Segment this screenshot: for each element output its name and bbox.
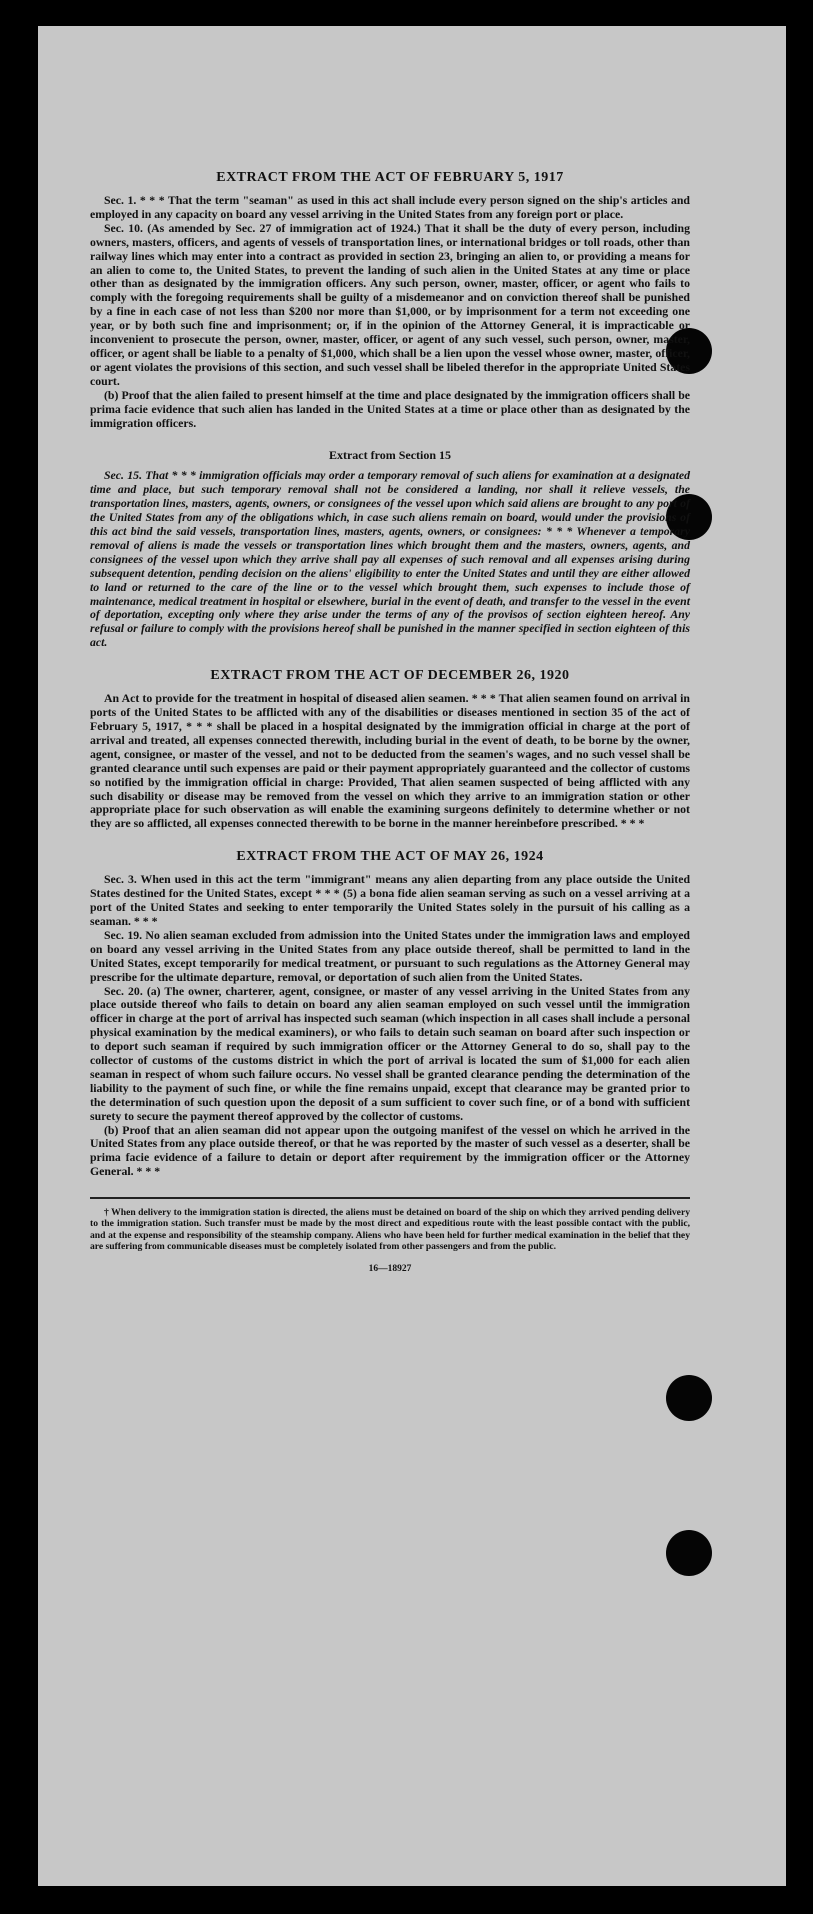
paragraph-sec-10b: (b) Proof that the alien failed to present himself at the time and place designated by the immigration officers shall be prima facie evidence that such alien has landed in the United States at a time or place other than as designated by the immigration officers. (90, 387, 690, 430)
paragraph-sec-3: Sec. 3. When used in this act the term "immigrant" means any alien departing from any place outside the United States destined for the United States, except * * * (5) a bona fide alien seaman serving as such on a vessel arriving at a port of the United States and seeking to enter temporarily the United States solely in the pursuit of his calling as a seaman. * * * (90, 872, 690, 928)
footnote (90, 1207, 690, 1252)
paragraph-sec-10: Sec. 10. (As amended by Sec. 27 of immigration act of 1924.) That it shall be the duty of every person, including owners, masters, officers, and agents of vessels of transportation lines, or international bridges or toll roads, other than railway lines which may enter into a contract as provided in section 23, bringing an alien to, or providing a means for an alien to come to, the United States, to prevent the landing of such alien in the United States at any time or place other than as designated by the immigration officers. Any such person, owner, master, officer, or agent who fails to comply with the foregoing requirements shall be guilty of a misdemeanor and on conviction thereof shall be punished by a fine in each case of not less than $200 nor more than $1,000, or by imprisonment for a term not exceeding one year, or by both such fine and imprisonment; or, if in the opinion of the Attorney General, it is impracticable or inconvenient to prosecute the person, owner, master, officer, or agent of any such vessel, such person, owner, master, officer, or agent shall be liable to a penalty of $1,000, which shall be a lien upon the vessel whose owner, master, officer, or agent violates the provisions of this section, and such vessel shall be libeled therefor in the appropriate United States court. (90, 220, 690, 388)
section-act-1917 (90, 170, 690, 430)
subheading-section-15: Extract from Section 15 (328, 448, 452, 463)
section-extract-15 (90, 448, 690, 650)
paragraph-sec-20a: Sec. 20. (a) The owner, charterer, agent, consignee, or master of any vessel arriving in the United States from any place outside thereof who fails to detain on board any alien seaman employed on such vessel until the immigration officer in charge at the port of arrival has inspected such seaman (which inspection in all cases shall include a personal physical examination by the medical examiners), or who fails to detain such seaman on board after such inspection or to deport such seaman if required by such immigration officer or the Attorney General to do so, shall pay to the collector of customs of the customs district in which the port of arrival is located the sum of $1,000 for each alien seaman in respect of whom such failure occurs. No vessel shall be granted clearance pending the determination of the liability to the payment of such fine, or while the fine remains unpaid, except that clearance may be granted prior to the determination of such question upon the deposit of a sum sufficient to cover such fine, or of a bond with sufficient surety to secure the payment thereof approved by the collector of customs. (90, 983, 690, 1123)
paragraph-sec-15: Sec. 15. That * * * immigration officials may order a temporary removal of such aliens for examination at a designated time and place, but such temporary removal shall not be considered a landing, nor shall it relieve vessels, the transportation lines, masters, agents, owners, or consignees of the vessel upon which said aliens are brought to any port of the United States from any of the obligations which, in case such aliens remain on board, would under the provisions of this act bind the said vessels, transportation lines, masters, agents, owners, or consignees: * * * Whenever a temporary removal of aliens is made the vessels or transportation lines which brought them and the masters, owners, agents, and consignees of the vessel upon which they arrive shall pay all expenses of such removal and all expenses arising during subsequent detention, pending decision on the aliens' eligibility to enter the United States and until they are either allowed to land or returned to the care of the line or to the vessel which brought them, such expenses to include those of maintenance, medical treatment in hospital or elsewhere, burial in the event of death, and transfer to the vessel in the event of deportation, excepting only where they arise under the terms of any of the provisos of section eighteen hereof. Any refusal or failure to comply with the provisions hereof shall be punished in the manner specified in section eighteen of this act. (90, 468, 690, 650)
section-act-1924 (90, 849, 690, 1179)
punch-hole-4 (666, 1530, 712, 1576)
section-act-1920 (90, 668, 690, 831)
punch-hole-3 (666, 1375, 712, 1421)
paragraph-act-1920: An Act to provide for the treatment in hospital of diseased alien seamen. * * * That alien seamen found on arrival in ports of the United States to be afflicted with any of the disabilities or diseases mentioned in section 35 of the act of February 5, 1917, * * * shall be placed in a hospital designated by the immigration official in charge at the port of arrival and treated, all expenses connected therewith, including burial in the event of death, to be borne by the owner, agent, consignee, or master of the vessel, and not to be deducted from the seamen's wages, and no such vessel shall be granted clearance until such expenses are paid or their payment appropriately guaranteed and the collector of customs so notified by the immigration official in charge: Provided, That alien seamen suspected of being afflicted with any such disability or disease may be removed from the vessel on which they arrive to an immigration station or other appropriate place for such observation as will enable the examining surgeons definitely to determine whether or not they are so afflicted, all expenses connected therewith to be borne in the manner hereinbefore prescribed. * * * (90, 691, 690, 831)
form-code: 16—18927 (368, 1264, 412, 1274)
footnote-divider (90, 1197, 690, 1199)
heading-act-1917: EXTRACT FROM THE ACT OF FEBRUARY 5, 1917 (216, 170, 564, 185)
heading-act-1924: EXTRACT FROM THE ACT OF MAY 26, 1924 (236, 849, 544, 865)
paragraph-sec-1: Sec. 1. * * * That the term "seaman" as used in this act shall include every person signed on the ship's articles and employed in any capacity on board any vessel arriving in the United States from any foreign port or place. (90, 193, 690, 221)
paragraph-sec-19: Sec. 19. No alien seaman excluded from admission into the United States under the immigration laws and employed on board any vessel arriving in the United States from any place outside thereof, shall be permitted to land in the United States, except temporarily for medical treatment, or pursuant to such regulations as the Attorney General may prescribe for the ultimate departure, removal, or deportation of such alien from the United States. (90, 927, 690, 984)
paragraph-sec-20b: (b) Proof that an alien seaman did not appear upon the outgoing manifest of the vessel on which he arrived in the United States from any place outside thereof, or that he was reported by the master of such vessel as a deserter, shall be prima facie evidence of a failure to detain or deport after requirement by the immigration officer or the Attorney General. * * * (90, 1122, 690, 1179)
heading-act-1920: EXTRACT FROM THE ACT OF DECEMBER 26, 1920 (210, 668, 570, 684)
document-body (90, 170, 690, 1274)
footnote-text: † When delivery to the immigration station is directed, the aliens must be detained on board of the ship on which they arrived pending delivery to the immigration station. Such transfer must be made by the most direct and expeditious route with the least possible contact with the public, and at the expense and responsibility of the steamship company. Aliens who have been held for further medical examination in the belief that they are suffering from communicable diseases must be completely isolated from other passengers and from the public. (90, 1207, 690, 1252)
